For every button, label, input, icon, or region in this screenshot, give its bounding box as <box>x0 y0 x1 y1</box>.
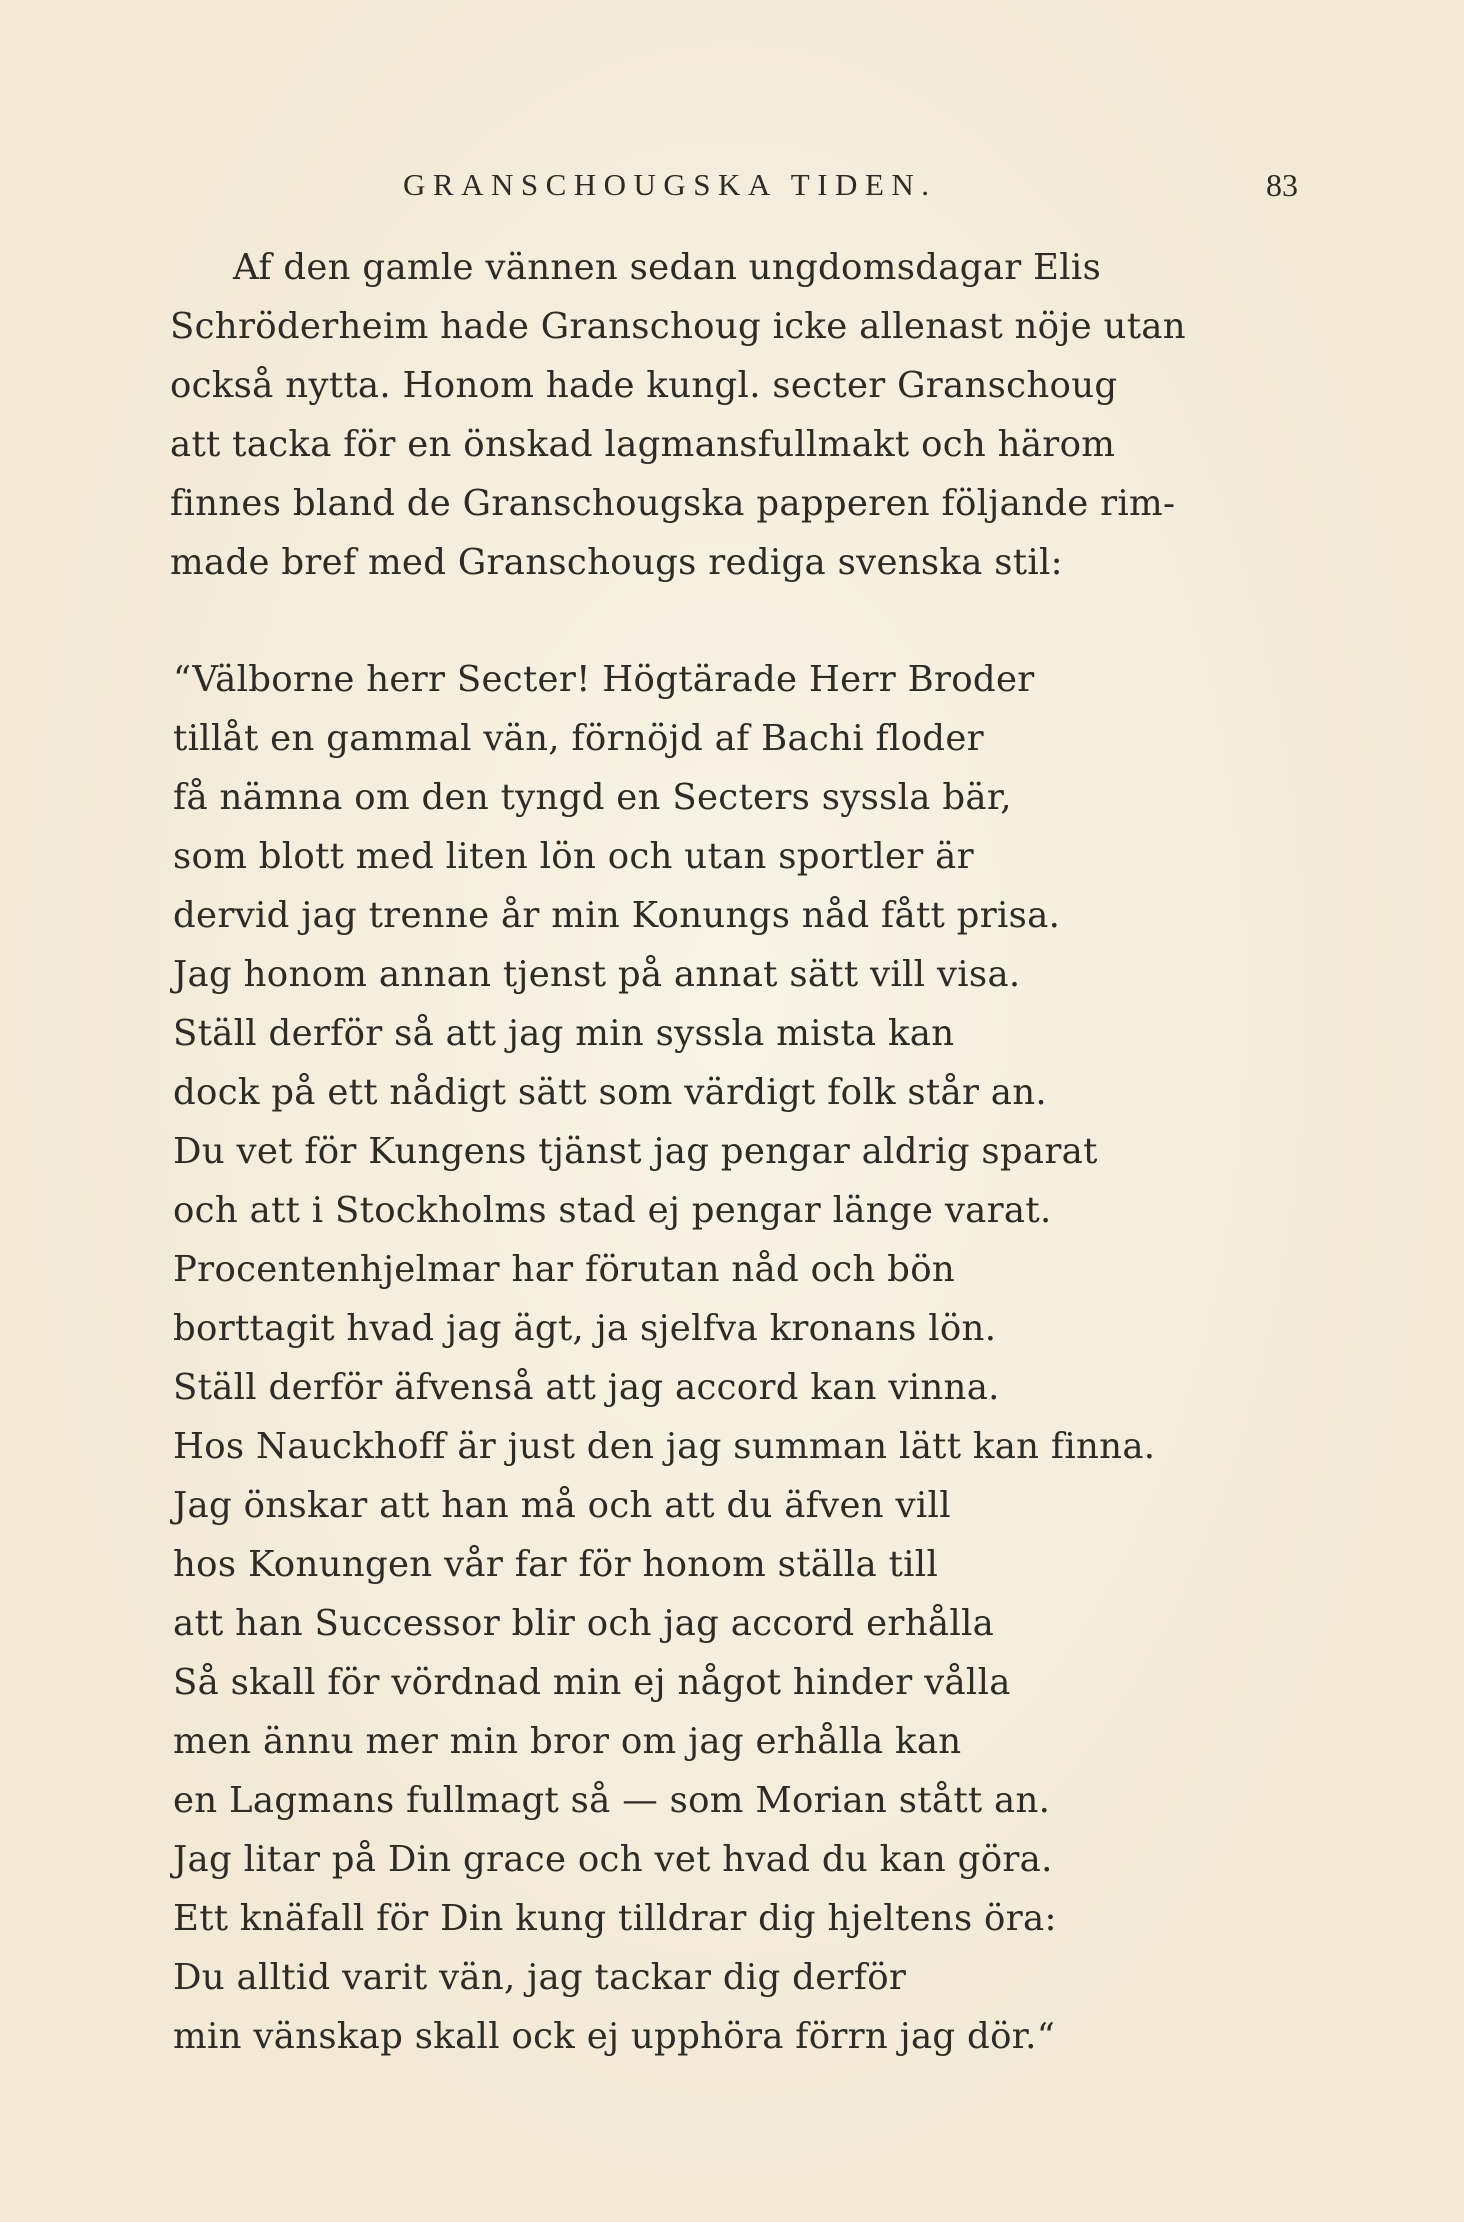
text-line: att tacka för en önskad lagmansfullmakt och härom <box>170 424 1116 465</box>
verse-line: dervid jag trenne år min Konungs nåd fått prisa. <box>173 895 1061 936</box>
verse-line: min vänskap skall ock ej upphöra förrn jag dör.“ <box>173 2016 1056 2057</box>
verse-line: Jag honom annan tjenst på annat sätt vill visa. <box>173 954 1021 995</box>
verse-line: Du alltid varit vän, jag tackar dig derför <box>173 1957 907 1998</box>
verse-line: tillåt en gammal vän, förnöjd af Bachi floder <box>173 718 984 759</box>
running-title: GRANSCHOUGSKA TIDEN. <box>403 167 937 202</box>
verse-line: Ställ derför äfvenså att jag accord kan vinna. <box>173 1367 1000 1408</box>
verse-line: Jag litar på Din grace och vet hvad du kan göra. <box>173 1839 1053 1880</box>
text-line: också nytta. Honom hade kungl. secter Granschoug <box>170 365 1118 406</box>
verse-line: men ännu mer min bror om jag erhålla kan <box>173 1721 962 1762</box>
verse-line: “Välborne herr Secter! Högtärade Herr Broder <box>173 659 1035 700</box>
text-line: finnes bland de Granschougska papperen följande rim- <box>170 483 1176 524</box>
page-header <box>403 163 1298 207</box>
text-line: made bref med Granschougs rediga svenska stil: <box>170 542 1063 583</box>
verse-line: och att i Stockholms stad ej pengar länge varat. <box>173 1190 1052 1231</box>
verse-line: Hos Nauckhoff är just den jag summan lätt kan finna. <box>173 1426 1156 1467</box>
text-line: Schröderheim hade Granschoug icke allenast nöje utan <box>170 306 1186 347</box>
verse-line: att han Successor blir och jag accord erhålla <box>173 1603 995 1644</box>
verse-line: Ett knäfall för Din kung tilldrar dig hjeltens öra: <box>173 1898 1057 1939</box>
verse-line: Ställ derför så att jag min syssla mista kan <box>173 1013 955 1054</box>
verse-line: Jag önskar att han må och att du äfven vill <box>173 1485 951 1526</box>
verse-line: få nämna om den tyngd en Secters syssla bär, <box>173 777 1012 818</box>
verse-line: Så skall för vördnad min ej något hinder vålla <box>173 1662 1011 1703</box>
verse-line: Procentenhjelmar har förutan nåd och bön <box>173 1249 956 1290</box>
verse-line: en Lagmans fullmagt så — som Morian stått an. <box>173 1780 1051 1821</box>
verse-line: hos Konungen vår far för honom ställa till <box>173 1544 939 1585</box>
verse-line: dock på ett nådigt sätt som värdigt folk står an. <box>173 1072 1048 1113</box>
text-line: Af den gamle vännen sedan ungdomsdagar Elis <box>233 247 1102 288</box>
page-number: 83 <box>1266 167 1298 203</box>
verse-line: borttagit hvad jag ägt, ja sjelfva kronans lön. <box>173 1308 997 1349</box>
verse-line: Du vet för Kungens tjänst jag pengar aldrig sparat <box>173 1131 1098 1172</box>
verse-line: som blott med liten lön och utan sportler är <box>173 836 974 877</box>
